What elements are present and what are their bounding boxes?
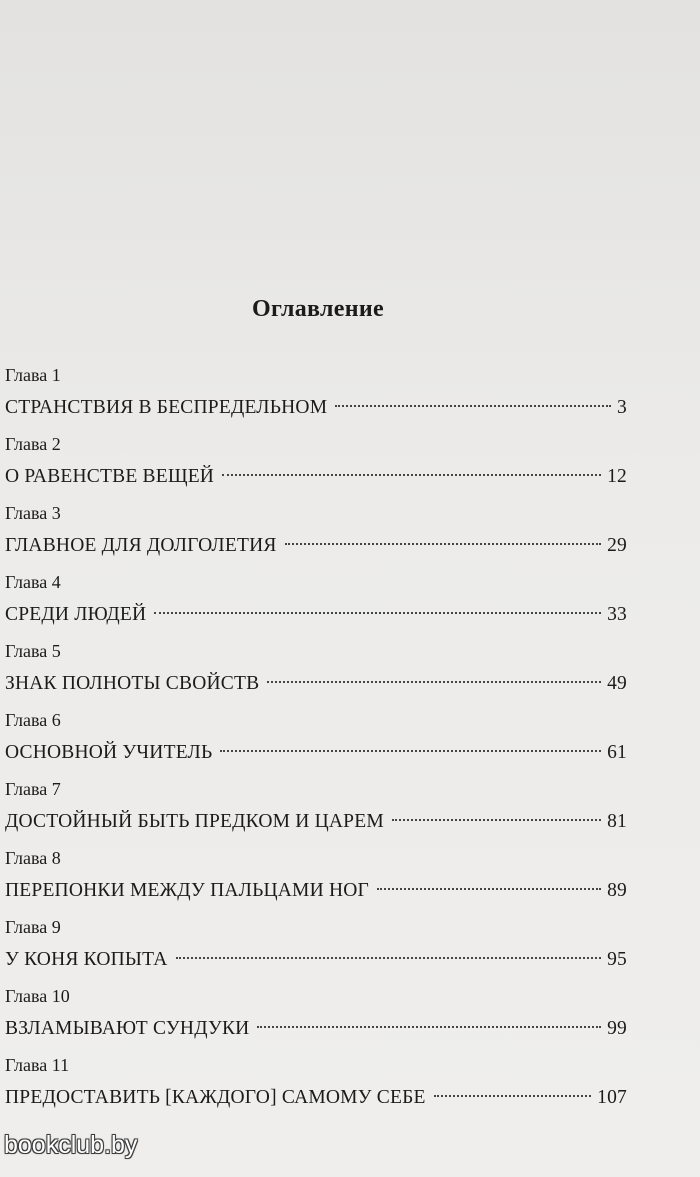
page-title: Оглавление xyxy=(252,296,384,322)
toc-line xyxy=(5,1080,627,1116)
toc-entry-1 xyxy=(5,360,627,429)
toc-line xyxy=(5,942,627,978)
dot-leader xyxy=(176,957,602,959)
page-number: 107 xyxy=(597,1087,627,1108)
dot-leader xyxy=(434,1095,592,1097)
page-number: 61 xyxy=(607,742,627,763)
chapter-title: ВЗЛАМЫВАЮТ СУНДУКИ xyxy=(5,1018,250,1039)
chapter-title: ПРЕДОСТАВИТЬ [КАЖДОГО] САМОМУ СЕБЕ xyxy=(5,1087,426,1108)
toc-line xyxy=(5,528,627,564)
toc-line xyxy=(5,873,627,909)
toc-entry-6 xyxy=(5,705,627,774)
toc-entry-10 xyxy=(5,981,627,1050)
dot-leader xyxy=(267,681,601,683)
page-number: 33 xyxy=(607,604,627,625)
toc-entry-3 xyxy=(5,498,627,567)
chapter-label: Глава 1 xyxy=(5,365,61,385)
chapter-label: Глава 2 xyxy=(5,434,61,454)
toc-entry-9 xyxy=(5,912,627,981)
chapter-title: СРЕДИ ЛЮДЕЙ xyxy=(5,604,147,625)
page-number: 12 xyxy=(607,466,627,487)
dot-leader xyxy=(257,1026,601,1028)
chapter-title: У КОНЯ КОПЫТА xyxy=(5,949,168,970)
toc-entry-4 xyxy=(5,567,627,636)
dot-leader xyxy=(285,543,602,545)
toc-line xyxy=(5,390,627,426)
chapter-label: Глава 8 xyxy=(5,848,61,868)
table-of-contents xyxy=(5,360,627,1119)
toc-line xyxy=(5,597,627,633)
dot-leader xyxy=(222,474,601,476)
page-number: 95 xyxy=(607,949,627,970)
chapter-label: Глава 3 xyxy=(5,503,61,523)
toc-line xyxy=(5,804,627,840)
chapter-title: О РАВЕНСТВЕ ВЕЩЕЙ xyxy=(5,466,215,487)
chapter-label: Глава 9 xyxy=(5,917,61,937)
chapter-title: СТРАНСТВИЯ В БЕСПРЕДЕЛЬНОМ xyxy=(5,397,328,418)
page-number: 99 xyxy=(607,1018,627,1039)
watermark: bookclub.by xyxy=(4,1131,138,1159)
page-number: 49 xyxy=(607,673,627,694)
chapter-title: ОСНОВНОЙ УЧИТЕЛЬ xyxy=(5,742,213,763)
toc-entry-11 xyxy=(5,1050,627,1119)
dot-leader xyxy=(220,750,601,752)
chapter-title: ЗНАК ПОЛНОТЫ СВОЙСТВ xyxy=(5,673,260,694)
dot-leader xyxy=(335,405,611,407)
chapter-label: Глава 6 xyxy=(5,710,61,730)
toc-entry-7 xyxy=(5,774,627,843)
toc-entry-5 xyxy=(5,636,627,705)
dot-leader xyxy=(377,888,601,890)
chapter-label: Глава 10 xyxy=(5,986,70,1006)
toc-line xyxy=(5,666,627,702)
chapter-title: ПЕРЕПОНКИ МЕЖДУ ПАЛЬЦАМИ НОГ xyxy=(5,880,369,901)
dot-leader xyxy=(392,819,601,821)
toc-line xyxy=(5,459,627,495)
page-number: 3 xyxy=(617,397,627,418)
page-number: 29 xyxy=(607,535,627,556)
page-number: 81 xyxy=(607,811,627,832)
chapter-label: Глава 11 xyxy=(5,1055,70,1075)
toc-entry-8 xyxy=(5,843,627,912)
toc-entry-2 xyxy=(5,429,627,498)
chapter-title: ДОСТОЙНЫЙ БЫТЬ ПРЕДКОМ И ЦАРЕМ xyxy=(5,811,384,832)
toc-line xyxy=(5,1011,627,1047)
chapter-label: Глава 7 xyxy=(5,779,61,799)
chapter-label: Глава 5 xyxy=(5,641,61,661)
page-number: 89 xyxy=(607,880,627,901)
chapter-label: Глава 4 xyxy=(5,572,61,592)
toc-line xyxy=(5,735,627,771)
dot-leader xyxy=(154,612,601,614)
chapter-title: ГЛАВНОЕ ДЛЯ ДОЛГОЛЕТИЯ xyxy=(5,535,277,556)
